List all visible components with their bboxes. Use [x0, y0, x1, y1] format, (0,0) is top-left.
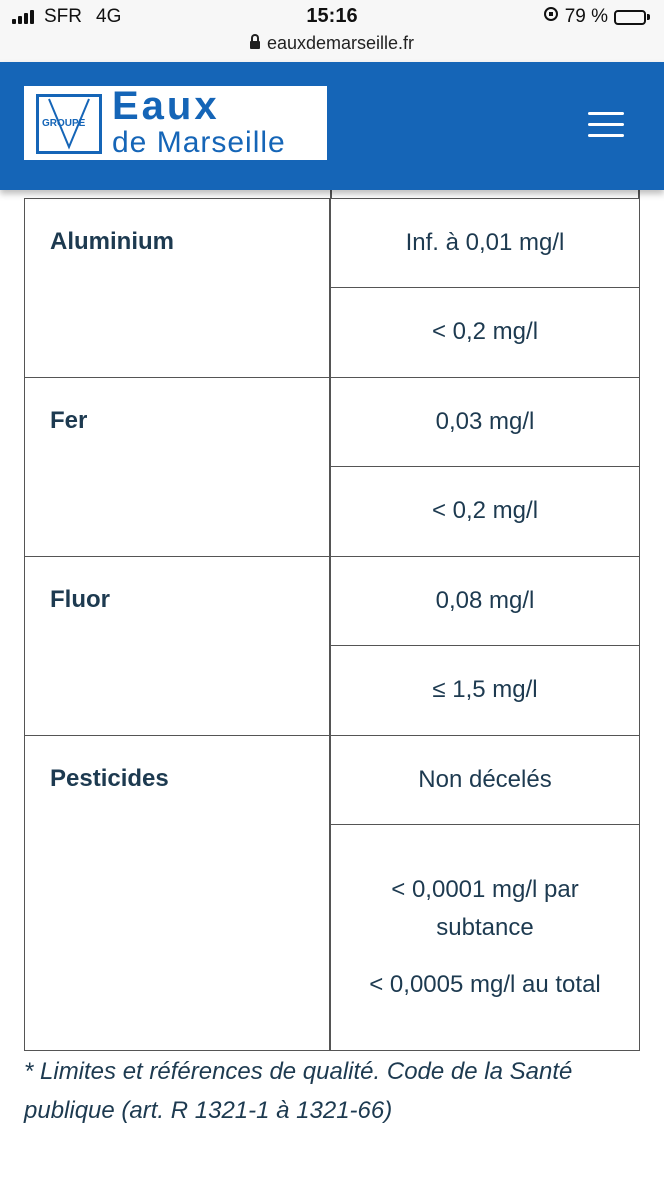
site-header: [0, 62, 664, 190]
status-bar: [0, 0, 664, 62]
carrier-label: SFR: [44, 6, 82, 27]
param-name-cell: [24, 556, 330, 736]
hamburger-menu-button[interactable]: [588, 112, 624, 138]
limit-value-cell: < 0,2 mg/l: [330, 287, 640, 378]
measured-value-cell: 0,03 mg/l: [330, 377, 640, 467]
battery-icon: [614, 10, 650, 25]
limit-value-cell: < 0,2 mg/l: [330, 466, 640, 557]
status-right: [543, 6, 650, 28]
param-name: Fer: [50, 407, 88, 434]
network-label: 4G: [96, 6, 122, 27]
param-name: Pesticides: [50, 765, 169, 792]
limit-value-cell: [330, 824, 640, 1051]
url-bar[interactable]: [0, 33, 664, 54]
measured-value-cell: 0,08 mg/l: [330, 556, 640, 646]
logo-line2: de Marseille: [112, 126, 286, 159]
param-name-cell: [24, 377, 330, 557]
footnote: * Limites et références de qualité. Code de la Santé publique (art. R 1321-1 à 1321-66): [24, 1058, 573, 1124]
measured-value-cell: Inf. à 0,01 mg/l: [330, 198, 640, 288]
limit-per-substance: < 0,0001 mg/l par subtance: [391, 875, 579, 942]
lock-icon: [250, 41, 260, 49]
battery-percent: 79 %: [564, 6, 608, 27]
table-row-aluminium: [24, 198, 640, 378]
param-name: Aluminium: [50, 228, 174, 255]
table-row-fluor: [24, 556, 640, 736]
param-name-cell: [24, 198, 330, 378]
measured-value-cell: Non décelés: [330, 735, 640, 825]
param-name: Fluor: [50, 586, 110, 613]
logo-line1: Eaux: [112, 84, 220, 128]
orientation-lock-icon: [543, 6, 559, 28]
logo-emblem-icon: [36, 94, 102, 154]
logo[interactable]: [24, 86, 327, 160]
table-row-pesticides: [24, 735, 640, 1051]
logo-groupe-text: GROUPE: [42, 118, 86, 129]
url-text: eauxdemarseille.fr: [266, 33, 415, 53]
param-name-cell: [24, 735, 330, 1051]
table-row-fer: [24, 377, 640, 557]
table-top-edge: [330, 190, 640, 198]
limit-total: < 0,0005 mg/l au total: [369, 970, 601, 998]
clock: 15:16: [306, 5, 358, 27]
limit-value-cell: ≤ 1,5 mg/l: [330, 645, 640, 736]
